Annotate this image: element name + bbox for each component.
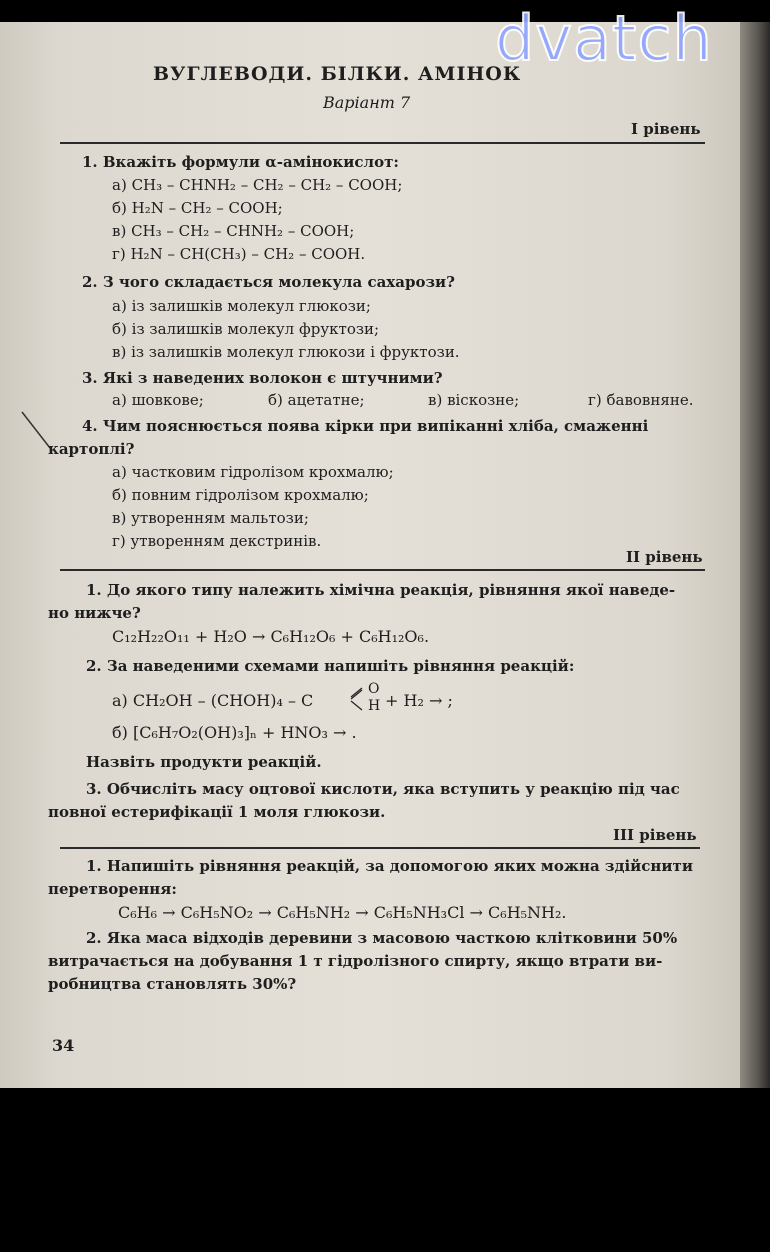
page-edge bbox=[740, 22, 770, 1088]
l3-q1-line2: перетворення: bbox=[48, 880, 177, 898]
page-number: 34 bbox=[52, 1036, 75, 1055]
l1-q4-option-a: а) частковим гідролізом крохмалю; bbox=[112, 463, 394, 481]
l3-q2-line3: робництва становлять 30%? bbox=[48, 975, 297, 993]
level-2-label: ІІ рівень bbox=[626, 548, 703, 566]
l1-q2-option-a: а) із залишків молекул глюкози; bbox=[112, 297, 371, 315]
aldehyde-hydrogen: H bbox=[368, 698, 381, 714]
l1-q4-option-b: б) повним гідролізом крохмалю; bbox=[112, 486, 369, 504]
level-1-rule bbox=[60, 142, 705, 144]
l2-q2-scheme-a-left: а) CH₂OH – (CHOH)₄ – C bbox=[112, 691, 314, 710]
l1-q1-option-d: г) H₂N – CH(CH₃) – CH₂ – COOH. bbox=[112, 245, 366, 263]
l2-q3-line2: повної естерифікації 1 моля глюкози. bbox=[48, 803, 386, 821]
l3-q2-line1: 2. Яка маса відходів деревини з масовою часткою клітковини 50% bbox=[86, 929, 678, 947]
level-3-rule bbox=[60, 847, 700, 849]
watermark: dvatch bbox=[495, 2, 713, 75]
l3-q1-equation: C₆H₆ → C₆H₅NO₂ → C₆H₅NH₂ → C₆H₅NH₃Cl → C₆H₅NH₂. bbox=[118, 903, 567, 922]
l3-q2-line2: витрачається на добування 1 т гідролізного спирту, якщо втрати ви- bbox=[48, 952, 663, 970]
l1-q3-text: 3. Які з наведених волокон є штучними? bbox=[82, 369, 443, 387]
l2-q1-line2: но нижче? bbox=[48, 604, 141, 622]
l2-q2-scheme-a-right: + H₂ → ; bbox=[385, 691, 453, 710]
level-1-label: І рівень bbox=[631, 120, 701, 138]
l1-q4-option-c: в) утворенням мальтози; bbox=[112, 509, 309, 527]
l1-q1-option-a: а) CH₃ – CHNH₂ – CH₂ – CH₂ – COOH; bbox=[112, 176, 403, 194]
level-2-rule bbox=[60, 569, 705, 571]
l1-q3-option-d: г) бавовняне. bbox=[588, 391, 694, 409]
l1-q1-option-c: в) CH₃ – CH₂ – CHNH₂ – COOH; bbox=[112, 222, 355, 240]
aldehyde-bond-lines bbox=[350, 684, 364, 714]
l2-q2-scheme-b: б) [C₆H₇O₂(OH)₃]ₙ + HNO₃ → . bbox=[112, 723, 357, 742]
l2-q3-line1: 3. Обчисліть масу оцтової кислоти, яка вступить у реакцію під час bbox=[86, 780, 680, 798]
variant-label: Варіант 7 bbox=[323, 93, 411, 112]
l1-q3-option-a: а) шовкове; bbox=[112, 391, 204, 409]
l2-q1-equation: C₁₂H₂₂O₁₁ + H₂O → C₆H₁₂O₆ + C₆H₁₂O₆. bbox=[112, 627, 430, 646]
aldehyde-oxygen: O bbox=[368, 681, 380, 697]
level-3-label: ІІІ рівень bbox=[613, 826, 697, 844]
l1-q1-option-b: б) H₂N – CH₂ – COOH; bbox=[112, 199, 283, 217]
l1-q3-option-c: в) віскозне; bbox=[428, 391, 520, 409]
l2-q2-text: 2. За наведеними схемами напишіть рівняння реакцій: bbox=[86, 657, 575, 675]
l1-q2-text: 2. З чого складається молекула сахарози? bbox=[82, 273, 455, 291]
l1-q4-line1: 4. Чим пояснюється поява кірки при випіканні хліба, смаженні bbox=[82, 417, 649, 435]
l1-q2-option-c: в) із залишків молекул глюкози і фруктози. bbox=[112, 343, 460, 361]
l2-q1-line1: 1. До якого типу належить хімічна реакція, рівняння якої наведе- bbox=[86, 581, 676, 599]
l2-q2-note: Назвіть продукти реакцій. bbox=[86, 753, 322, 771]
l1-q2-option-b: б) із залишків молекул фруктози; bbox=[112, 320, 380, 338]
l1-q4-line2: картоплі? bbox=[48, 440, 135, 458]
l1-q1-text: 1. Вкажіть формули α-амінокислот: bbox=[82, 153, 399, 171]
page-title: ВУГЛЕВОДИ. БІЛКИ. АМІНОК bbox=[153, 63, 522, 85]
l1-q4-option-d: г) утворенням декстринів. bbox=[112, 532, 322, 550]
l1-q3-option-b: б) ацетатне; bbox=[268, 391, 365, 409]
l3-q1-line1: 1. Напишіть рівняння реакцій, за допомогою яких можна здійснити bbox=[86, 857, 693, 875]
